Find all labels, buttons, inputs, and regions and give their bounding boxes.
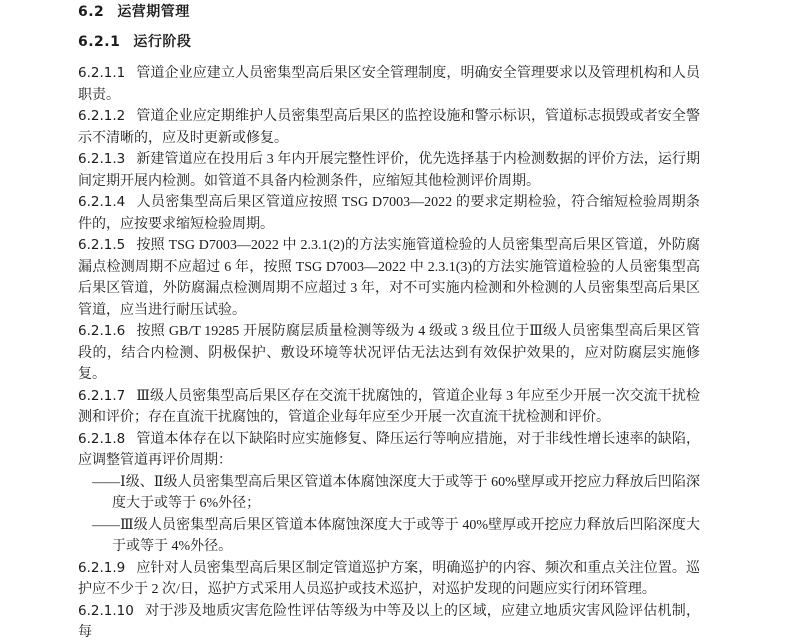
list-item-grade3 bbox=[78, 515, 700, 558]
list-item-grade1-2 bbox=[78, 472, 700, 515]
clause-6219 bbox=[78, 558, 700, 601]
clause-text: 管道企业应定期维护人员密集型高后果区的监控设施和警示标识，管道标志损毁或者安全警示不清晰的，应及时更新或修复。 bbox=[78, 109, 700, 146]
document-content bbox=[78, 4, 700, 644]
clause-6213 bbox=[78, 149, 700, 192]
clause-number: 6.2.1.9 bbox=[78, 559, 126, 576]
clause-number: 6.2.1.6 bbox=[78, 323, 126, 339]
clause-text: 按照 GB/T 19285 开展防腐层质量检测等级为 4 级或 3 级且位于Ⅲ级人员密集型高后果区管段的，结合内检测、阴极保护、敷设环境等状况评估无法达到有效保护效果的，应对防腐层实施修复。 bbox=[78, 324, 700, 382]
clause-text: 新建管道应在投用后 3 年内开展完整性评价，优先选择基于内检测数据的评价方法，运行期间定期开展内检测。如管道不具备内检测条件，应缩短其他检测评价周期。 bbox=[78, 152, 700, 189]
clause-6214 bbox=[78, 192, 700, 235]
clause-62110 bbox=[78, 601, 700, 644]
clause-text: Ⅲ级人员密集型高后果区存在交流干扰腐蚀的，管道企业每 3 年应至少开展一次交流干扰检测和评价；存在直流干扰腐蚀的，管道企业每年应至少开展一次直流干扰检测和评价。 bbox=[78, 388, 700, 425]
clause-6217 bbox=[78, 386, 700, 429]
list-item-text: Ⅰ级、Ⅱ级人员密集型高后果区管道本体腐蚀深度大于或等于 60%壁厚或开挖应力释放后凹陷深度大于或等于 6%外径； bbox=[112, 474, 700, 511]
clause-text: 管道本体存在以下缺陷时应实施修复、降压运行等响应措施，对于非线性增长速率的缺陷，应调整管道再评价周期： bbox=[78, 431, 700, 468]
clause-text: 管道企业应建立人员密集型高后果区安全管理制度，明确安全管理要求以及管理机构和人员职责。 bbox=[78, 66, 700, 103]
list-item-text: Ⅲ级人员密集型高后果区管道本体腐蚀深度大于或等于 40%壁厚或开挖应力释放后凹陷深度大于或等于 4%外径。 bbox=[112, 517, 700, 554]
clause-text: 按照 TSG D7003—2022 中 2.3.1(2)的方法实施管道检验的人员密集型高后果区管道，外防腐漏点检测周期不应超过 6 年，按照 TSG D7003—2022 中 2.3.1(3)的方法实施管道检验的人员密集型高后果区管道，外防腐漏点检测周期不应超过 3 年，对不可实施内检测和外检测的人员密集型高后果区管道，应当进行耐压试验。 bbox=[78, 238, 700, 318]
clause-number: 6.2.1.2 bbox=[78, 108, 126, 124]
clause-number: 6.2.1.1 bbox=[78, 65, 126, 81]
section-heading-number: 6.2 bbox=[78, 4, 105, 20]
subsection-heading-number: 6.2.1 bbox=[78, 34, 121, 50]
clause-6212 bbox=[78, 106, 700, 149]
clause-number: 6.2.1.3 bbox=[78, 151, 126, 167]
subsection-heading bbox=[78, 34, 700, 50]
clause-6218 bbox=[78, 429, 700, 472]
clause-6211 bbox=[78, 63, 700, 106]
clause-number: 6.2.1.10 bbox=[78, 602, 134, 619]
clause-text: 应针对人员密集型高后果区制定管道巡护方案，明确巡护的内容、频次和重点关注位置。巡护应不少于 2 次/日，巡护方式采用人员巡护或技术巡护，对巡护发现的问题应实行闭环管理。 bbox=[78, 560, 700, 597]
clause-6216 bbox=[78, 321, 700, 386]
clause-text: 对于涉及地质灾害危险性评估等级为中等及以上的区域，应建立地质灾害风险评估机制，每 bbox=[78, 603, 700, 640]
clause-text: 人员密集型高后果区管道应按照 TSG D7003—2022 的要求定期检验，符合缩短检验周期条件的，应按要求缩短检验周期。 bbox=[78, 195, 700, 232]
subsection-heading-title: 运行阶段 bbox=[133, 34, 192, 50]
dash-prefix: —— bbox=[92, 517, 120, 533]
dash-prefix: —— bbox=[92, 474, 120, 490]
clause-number: 6.2.1.8 bbox=[78, 430, 126, 447]
clause-number: 6.2.1.5 bbox=[78, 237, 126, 253]
section-heading-title: 运营期管理 bbox=[117, 4, 190, 20]
clause-number: 6.2.1.7 bbox=[78, 387, 126, 404]
clause-6215 bbox=[78, 235, 700, 321]
section-heading bbox=[78, 4, 700, 20]
clause-number: 6.2.1.4 bbox=[78, 194, 126, 210]
